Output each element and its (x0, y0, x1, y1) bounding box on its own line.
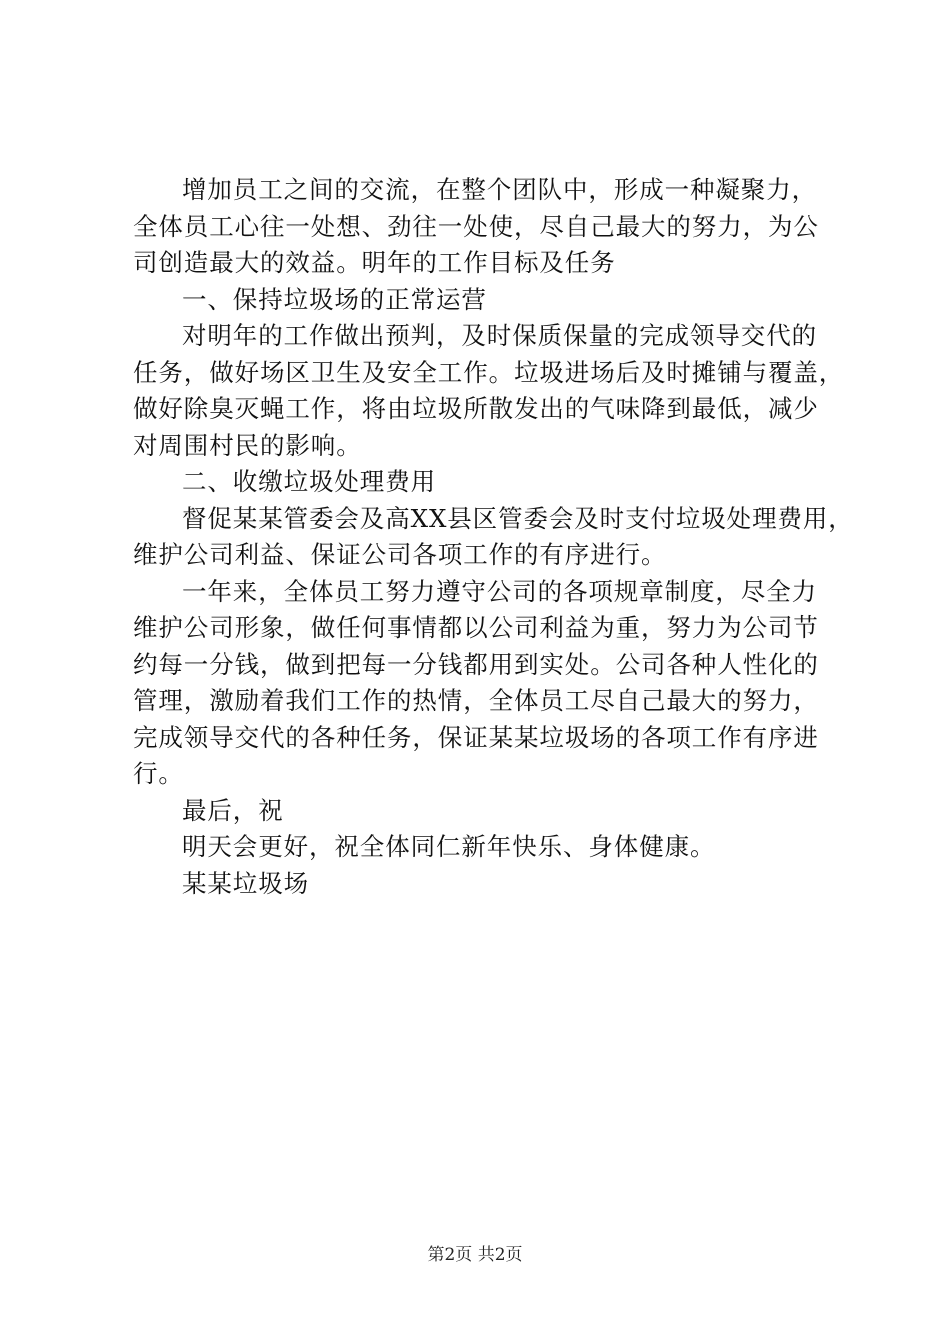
text-line: 维护公司利益、保证公司各项工作的有序进行。 (133, 540, 667, 569)
text-line: 完成领导交代的各种任务，保证某某垃圾场的各项工作有序进 (133, 722, 819, 752)
text-line: 对周围村民的影响。 (133, 430, 362, 460)
document-body (133, 172, 853, 902)
section-heading-2: 二、收缴垃圾处理费用 (182, 467, 436, 496)
text-line: 做好除臭灭蝇工作，将由垃圾所散发出的气味降到最低，减少 (133, 394, 819, 423)
text-line: 一年来，全体员工努力遵守公司的各项规章制度，尽全力 (182, 576, 817, 606)
text-line: 任务，做好场区卫生及安全工作。垃圾进场后及时摊铺与覆盖， (133, 357, 845, 387)
closing-line: 最后，祝 (182, 795, 284, 825)
text-line: 对明年的工作做出预判，及时保质保量的完成领导交代的 (182, 321, 817, 350)
text-line: 行。 (133, 759, 184, 788)
page-number-footer: 第2页 共2页 (427, 1245, 523, 1265)
section-heading-1: 一、保持垃圾场的正常运营 (182, 284, 487, 314)
closing-wish: 明天会更好，祝全体同仁新年快乐、身体健康。 (182, 832, 716, 861)
text-line: 全体员工心往一处想、劲往一处使，尽自己最大的努力，为公 (133, 211, 819, 241)
text-line: 管理，激励着我们工作的热情，全体员工尽自己最大的努力， (133, 686, 819, 715)
text-line: 增加员工之间的交流，在整个团队中，形成一种凝聚力， (182, 175, 817, 204)
signature: 某某垃圾场 (182, 868, 309, 898)
text-line: 约每一分钱，做到把每一分钱都用到实处。公司各种人性化的 (133, 649, 819, 679)
text-line: 维护公司形象，做任何事情都以公司利益为重，努力为公司节 (133, 613, 819, 642)
text-line: 司创造最大的效益。明年的工作目标及任务 (133, 248, 616, 277)
text-line: 督促某某管委会及高XX县区管委会及时支付垃圾处理费用， (182, 503, 854, 533)
